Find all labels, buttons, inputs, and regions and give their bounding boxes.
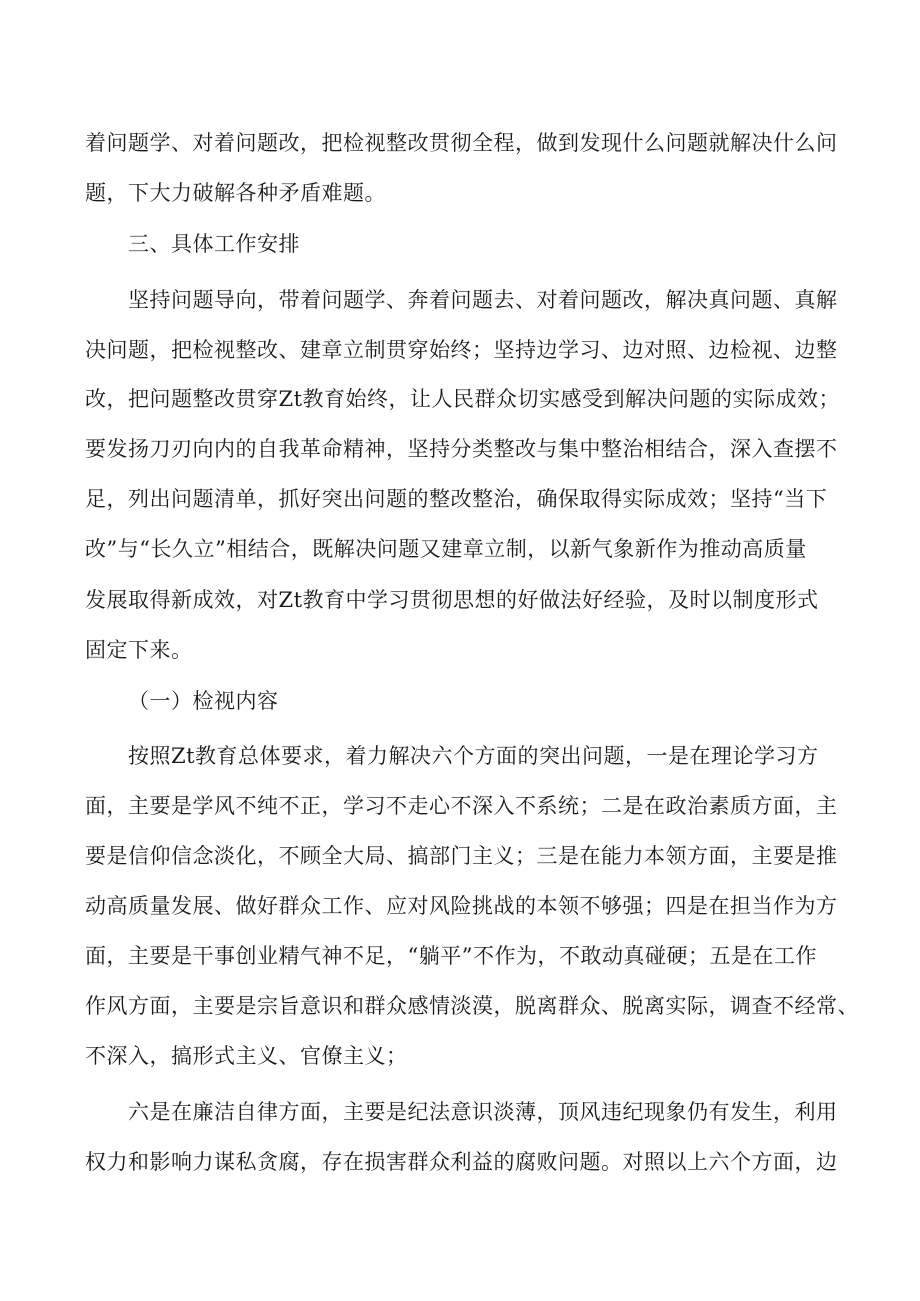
- text-line: 要发扬刀刃向内的自我革命精神，坚持分类整改与集中整治相结合，深入查摆不: [85, 437, 838, 461]
- text-line: 动高质量发展、做好群众工作、应对风险挑战的本领不够强；四是在担当作为方: [85, 894, 838, 918]
- text-line: 改”与“长久立”相结合，既解决问题又建章立制，以新气象新作为推动高质量: [85, 537, 807, 561]
- text-line: 题，下大力破解各种矛盾难题。: [85, 181, 386, 205]
- text-line: 六是在廉洁自律方面，主要是纪法意识淡薄，顶风违纪现象仍有发生，利用: [128, 1100, 838, 1124]
- text-line: 不深入，搞形式主义、官僚主义；: [85, 1044, 408, 1068]
- subsection-heading: （一）检视内容: [128, 689, 279, 713]
- text-line: 改，把问题整改贯穿Zt教育始终，让人民群众切实感受到解决问题的实际成效；: [85, 387, 841, 411]
- text-line: 足，列出问题清单，抓好突出问题的整改整治，确保取得实际成效；坚持“当下: [85, 487, 828, 511]
- text-line: 决问题，把检视整改、建章立制贯穿始终；坚持边学习、边对照、边检视、边整: [85, 338, 838, 362]
- text-line: 要是信仰信念淡化，不顾全大局、搞部门主义；三是在能力本领方面，主要是推: [85, 844, 838, 868]
- text-line: 固定下来。: [85, 638, 193, 662]
- text-line: 面，主要是学风不纯不正，学习不走心不深入不系统；二是在政治素质方面，主: [85, 794, 838, 818]
- text-line: 按照Zt教育总体要求，着力解决六个方面的突出问题，一是在理论学习方: [128, 744, 819, 768]
- text-line: 权力和影响力谋私贪腐，存在损害群众利益的腐败问题。对照以上六个方面，边: [85, 1150, 838, 1174]
- text-line: 作风方面，主要是宗旨意识和群众感情淡漠，脱离群众、脱离实际，调查不经常、: [85, 994, 859, 1018]
- text-line: 坚持问题导向，带着问题学、奔着问题去、对着问题改，解决真问题、真解: [128, 288, 838, 312]
- text-line: 着问题学、对着问题改，把检视整改贯彻全程，做到发现什么问题就解决什么问: [85, 131, 838, 155]
- text-line: 发展取得新成效，对Zt教育中学习贯彻思想的好做法好经验，及时以制度形式: [85, 588, 819, 612]
- text-line: 面，主要是干事创业精气神不足，“躺平”不作为，不敢动真碰硬；五是在工作: [85, 944, 817, 968]
- section-heading: 三、具体工作安排: [128, 232, 300, 256]
